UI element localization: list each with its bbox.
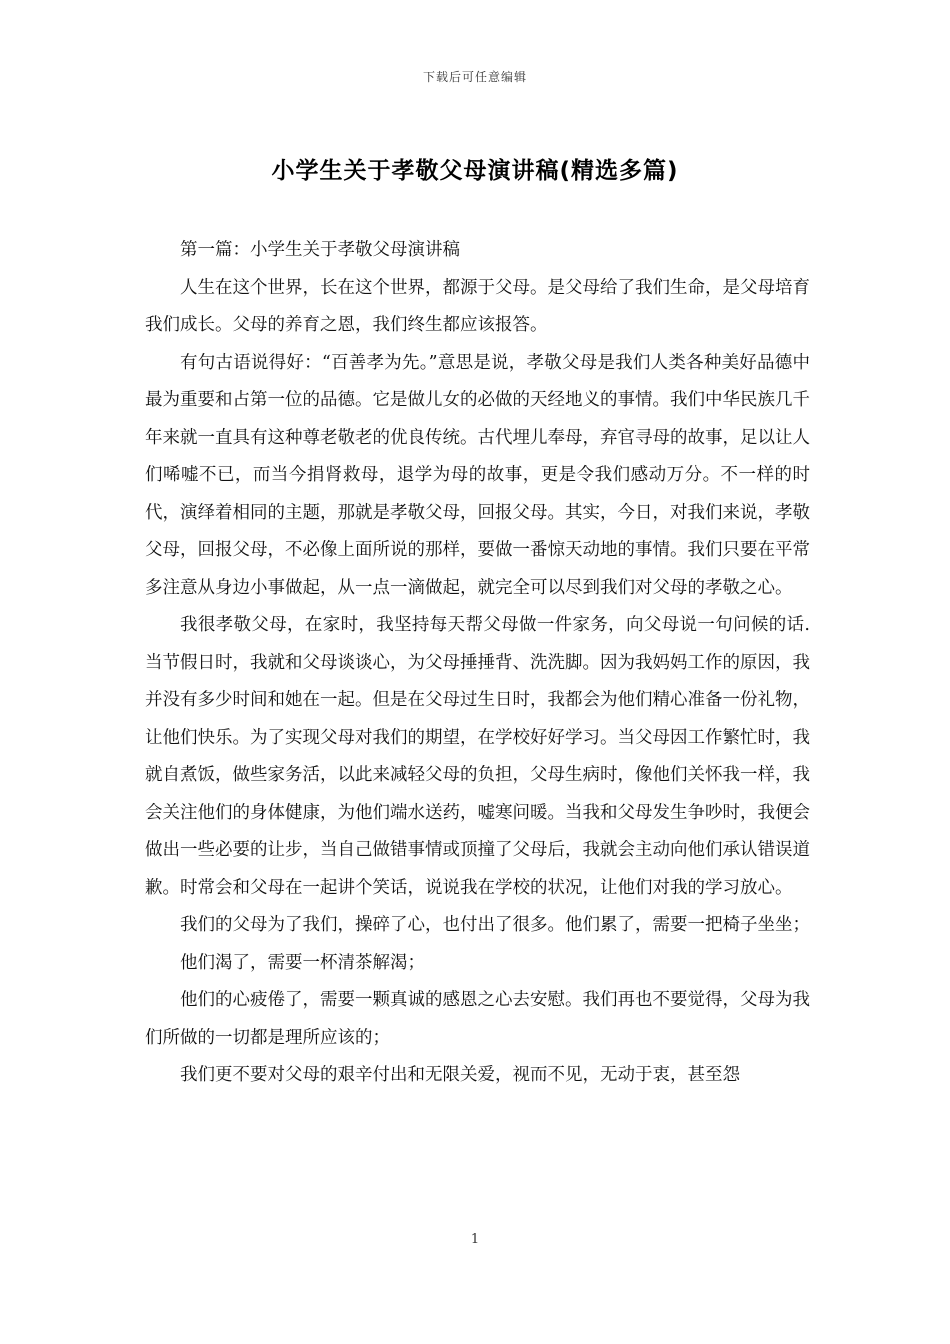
paragraph: 人生在这个世界，长在这个世界，都源于父母。是父母给了我们生命，是父母培育我们成长。父母的养育之恩，我们终生都应该报答。 — [145, 277, 810, 335]
document-title: 小学生关于孝敬父母演讲稿(精选多篇) — [271, 158, 679, 184]
paragraph: 我们的父母为了我们，操碎了心，也付出了很多。他们累了，需要一把椅子坐坐； — [180, 915, 810, 935]
paragraph: 有句古语说得好：“百善孝为先。”意思是说，孝敬父母是我们人类各种美好品德中最为重要和占第一位的品德。它是做儿女的必做的天经地义的事情。我们中华民族几千年来就一直具有这种尊老敬老的优良传统。古代埋儿奉母，弃官寻母的故事，足以让人们唏嘘不已，而当今捐肾救母，退学为母的故事，更是令我们感动万分。不一样的时代，演绎着相同的主题，那就是孝敬父母，回报父母。其实，今日，对我们来说，孝敬父母，回报父母，不必像上面所说的那样，要做一番惊天动地的事情。我们只要在平常多注意从身边小事做起，从一点一滴做起，就完全可以尽到我们对父母的孝敬之心。 — [145, 352, 810, 598]
paragraph: 我们更不要对父母的艰辛付出和无限关爱，视而不见，无动于衷，甚至怨 — [180, 1065, 740, 1085]
document-body — [145, 232, 810, 1095]
page-header-note: 下载后可任意编辑 — [422, 70, 527, 84]
page-number: 1 — [470, 1232, 480, 1247]
paragraph: 他们的心疲倦了，需要一颗真诚的感恩之心去安慰。我们再也不要觉得，父母为我们所做的一切都是理所应该的； — [145, 990, 810, 1048]
paragraph: 他们渴了，需要一杯清茶解渴； — [180, 952, 425, 973]
section-heading: 第一篇：小学生关于孝敬父母演讲稿 — [180, 240, 460, 260]
paragraph: 我很孝敬父母，在家时，我坚持每天帮父母做一件家务，向父母说一句问候的话.当节假日时，我就和父母谈谈心，为父母捶捶背、洗洗脚。因为我妈妈工作的原因，我并没有多少时间和她在一起。但是在父母过生日时，我都会为他们精心准备一份礼物，让他们快乐。为了实现父母对我们的期望，在学校好好学习。当父母因工作繁忙时，我就自煮饭，做些家务活，以此来减轻父母的负担，父母生病时，像他们关怀我一样，我会关注他们的身体健康，为他们端水送药，嘘寒问暖。当我和父母发生争吵时，我便会做出一些必要的让步，当自己做错事情或顶撞了父母后，我就会主动向他们承认错误道歉。时常会和父母在一起讲个笑话，说说我在学校的状况，让他们对我的学习放心。 — [145, 615, 810, 898]
